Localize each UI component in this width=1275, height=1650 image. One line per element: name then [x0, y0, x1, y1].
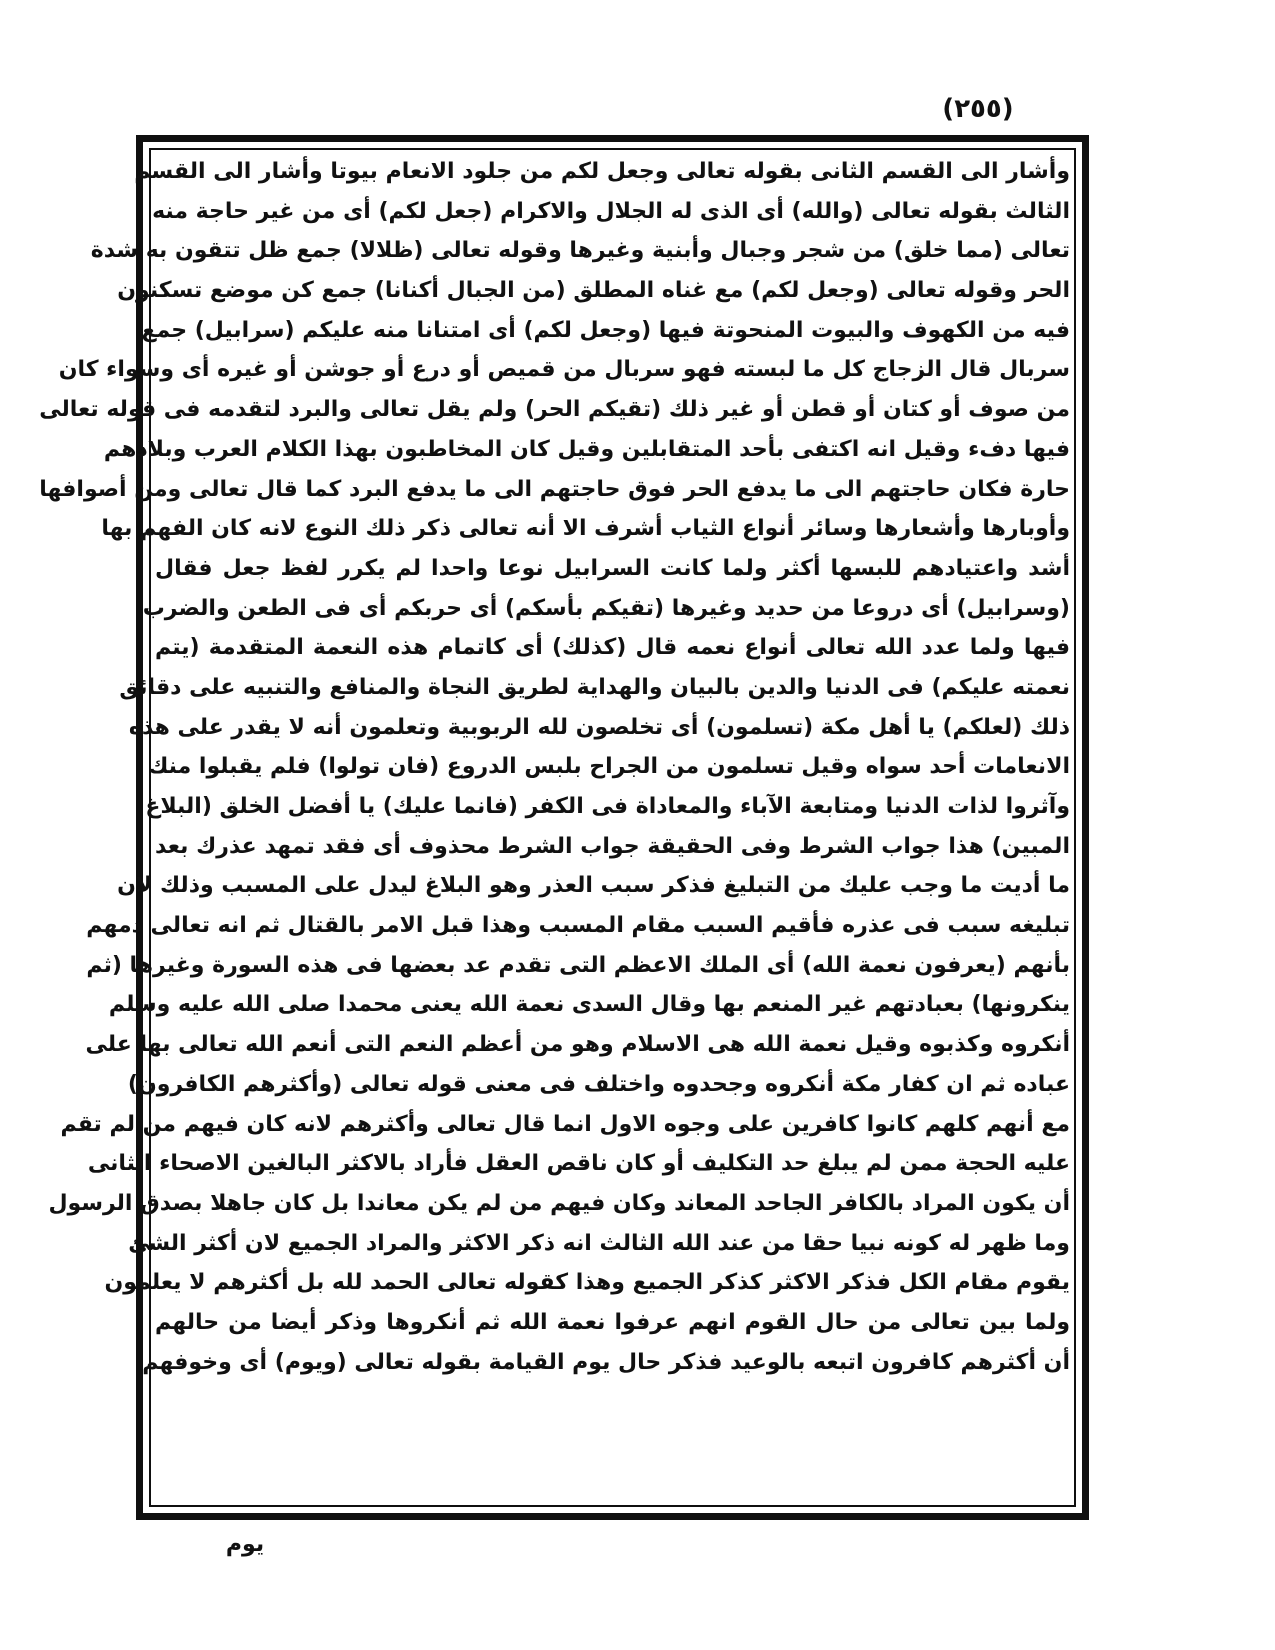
text-line: نعمته عليكم) فى الدنيا والدين بالبيان والهداية لطريق النجاة والمنافع والتنبيه على دقائق [119, 674, 1070, 700]
text-line: (وسرابيل) أى دروعا من حديد وغيرها (تقيكم بأسكم) أى حربكم أى فى الطعن والضرب [142, 595, 1070, 621]
text-line: ذلك (لعلكم) يا أهل مكة (تسلمون) أى تخلصون لله الربوبية وتعلمون أنه لا يقدر على هذه [128, 714, 1070, 740]
page-number: (٢٥٥) [942, 94, 1014, 124]
text-line: الانعامات أحد سواه وقيل تسلمون من الجراح بلبس الدروع (فان تولوا) فلم يقبلوا منك [148, 754, 1070, 780]
text-line: عباده ثم ان كفار مكة أنكروه وجحدوه واختلف فى معنى قوله تعالى (وأكثرهم الكافرون) [127, 1071, 1070, 1097]
text-line: الثالث بقوله تعالى (والله) أى الذى له الجلال والاكرام (جعل لكم) أى من غير حاجة منه [152, 198, 1070, 224]
text-line: وأشار الى القسم الثانى بقوله تعالى وجعل لكم من جلود الانعام بيوتا وأشار الى القسم [134, 159, 1070, 184]
text-line: عليه الحجة ممن لم يبلغ حد التكليف أو كان ناقص العقل فأراد بالاكثر البالغين الاصحاء الثانى [87, 1151, 1070, 1177]
text-line: الحر وقوله تعالى (وجعل لكم) مع غناه المطلق (من الجبال أكنانا) جمع كن موضع تسكنون [117, 278, 1070, 304]
text-line: فيها ولما عدد الله تعالى أنواع نعمه قال (كذلك) أى كاتمام هذه النعمة المتقدمة (يتم [155, 635, 1070, 661]
text-line: من صوف أو كتان أو قطن أو غير ذلك (تقيكم الحر) ولم يقل تعالى والبرد لتقدمه فى قوله تعالى [39, 397, 1070, 423]
text-line: وآثروا لذات الدنيا ومتابعة الآباء والمعاداة فى الكفر (فانما عليك) يا أفضل الخلق (البلاغ [145, 794, 1070, 819]
text-line: أن يكون المراد بالكافر الجاحد المعاند وكان فيهم من لم يكن معاندا بل كان جاهلا بصدق الرسول [48, 1190, 1070, 1216]
text-line: تعالى (مما خلق) من شجر وجبال وأبنية وغيرها وقوله تعالى (ظلالا) جمع ظل تتقون به شدة [90, 238, 1070, 264]
text-line: سربال قال الزجاج كل ما لبسته فهو سربال من قميص أو درع أو جوشن أو غيره أى وسواء كان [58, 357, 1070, 383]
text-line: المبين) هذا جواب الشرط وفى الحقيقة جواب الشرط محذوف أى فقد تمهد عذرك بعد [155, 833, 1070, 859]
text-line: أشد واعتيادهم للبسها أكثر ولما كانت السرابيل نوعا واحدا لم يكرر لفظ جعل فقال [155, 555, 1070, 581]
body-text [39, 152, 1070, 1504]
text-line: تبليغه سبب فى عذره فأقيم السبب مقام المسبب وهذا قبل الامر بالقتال ثم انه تعالى ذمهم [86, 913, 1070, 939]
text-line: وأوبارها وأشعارها وسائر أنواع الثياب أشرف الا أنه تعالى ذكر ذلك النوع لانه كان الفهم بها [101, 516, 1070, 542]
text-line: ينكرونها) بعبادتهم غير المنعم بها وقال السدى نعمة الله يعنى محمدا صلى الله عليه وسلم [108, 992, 1070, 1018]
text-line: مع أنهم كلهم كانوا كافرين على وجوه الاول انما قال تعالى وأكثرهم لانه كان فيهم من لم تقم [60, 1111, 1070, 1137]
text-line: ما أديت ما وجب عليك من التبليغ فذكر سبب العذر وهو البلاغ ليدل على المسبب وذلك لان [117, 873, 1070, 899]
text-line: يقوم مقام الكل فذكر الاكثر كذكر الجميع وهذا كقوله تعالى الحمد لله بل أكثرهم لا يعلمون [104, 1270, 1070, 1296]
catchword: يوم [225, 1532, 265, 1557]
text-line: أن أكثرهم كافرون اتبعه بالوعيد فذكر حال يوم القيامة بقوله تعالى (ويوم) أى وخوفهم [142, 1349, 1070, 1375]
text-line: أنكروه وكذبوه وقيل نعمة الله هى الاسلام وهو من أعظم النعم التى أنعم الله تعالى بها على [85, 1032, 1070, 1058]
text-line: بأنهم (يعرفون نعمة الله) أى الملك الاعظم التى تقدم عد بعضها فى هذه السورة وغيرها (ثم [86, 952, 1070, 978]
text-line: فيه من الكهوف والبيوت المنحوتة فيها (وجعل لكم) أى امتنانا منه عليكم (سرابيل) جمع [141, 317, 1070, 343]
text-line: ولما بين تعالى من حال القوم انهم عرفوا نعمة الله ثم أنكروها وذكر أيضا من حالهم [155, 1309, 1070, 1335]
text-line: وما ظهر له كونه نبيا حقا من عند الله الثالث انه ذكر الاكثر والمراد الجميع لان أكثر الشئ [128, 1230, 1070, 1256]
text-line: حارة فكان حاجتهم الى ما يدفع الحر فوق حاجتهم الى ما يدفع البرد كما قال تعالى ومن أصوافها [39, 476, 1070, 502]
text-line: فيها دفء وقيل انه اكتفى بأحد المتقابلين وقيل كان المخاطبون بهذا الكلام العرب وبلادهم [103, 436, 1070, 462]
